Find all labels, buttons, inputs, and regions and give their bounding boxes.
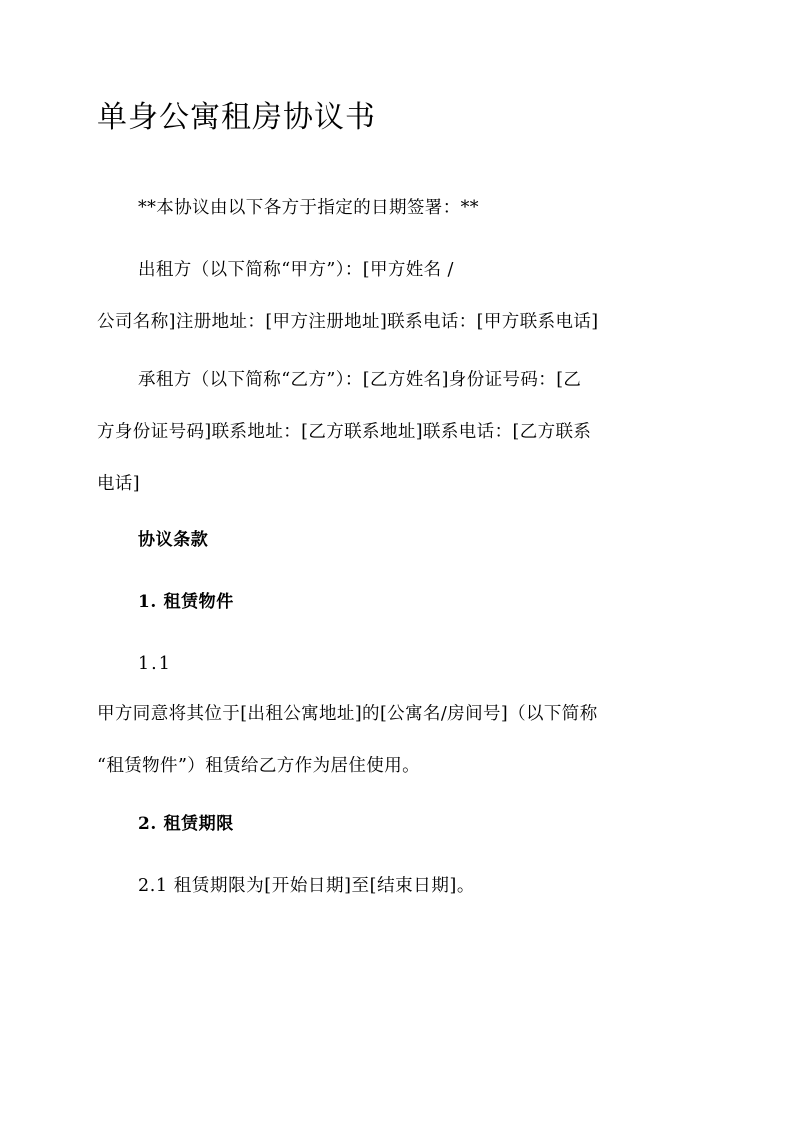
section-1-heading: 1. 租赁物件	[138, 592, 234, 612]
document-title: 单身公寓租房协议书	[97, 100, 376, 135]
party-b-line-1: 承租方（以下简称“乙方”）：[乙方姓名]身份证号码：[乙	[138, 370, 582, 390]
intro-text: **本协议由以下各方于指定的日期签署：**	[138, 198, 479, 218]
section-1-1-line-2: “租赁物件”）租赁给乙方作为居住使用。	[97, 756, 420, 776]
section-1-1-paragraph	[97, 688, 707, 792]
section-1-1-number: 1.1	[138, 654, 172, 674]
party-b-line-2: 方身份证号码]联系地址：[乙方联系地址]联系电话：[乙方联系	[97, 422, 592, 442]
party-a-line-2: 公司名称]注册地址：[甲方注册地址]联系电话：[甲方联系电话]	[97, 312, 599, 332]
party-b-paragraph	[97, 354, 707, 510]
section-1-1-line-1: 甲方同意将其位于[出租公寓地址]的[公寓名/房间号]（以下简称	[97, 704, 598, 724]
party-a-paragraph	[97, 244, 707, 348]
terms-heading: 协议条款	[138, 530, 209, 550]
section-2-heading: 2. 租赁期限	[138, 814, 234, 834]
party-b-line-3: 电话]	[97, 474, 141, 494]
section-2-1-text: 2.1 租赁期限为[开始日期]至[结束日期]。	[138, 876, 476, 896]
party-a-line-1: 出租方（以下简称“甲方”）：[甲方姓名 /	[138, 260, 454, 280]
intro-statement	[97, 182, 707, 234]
